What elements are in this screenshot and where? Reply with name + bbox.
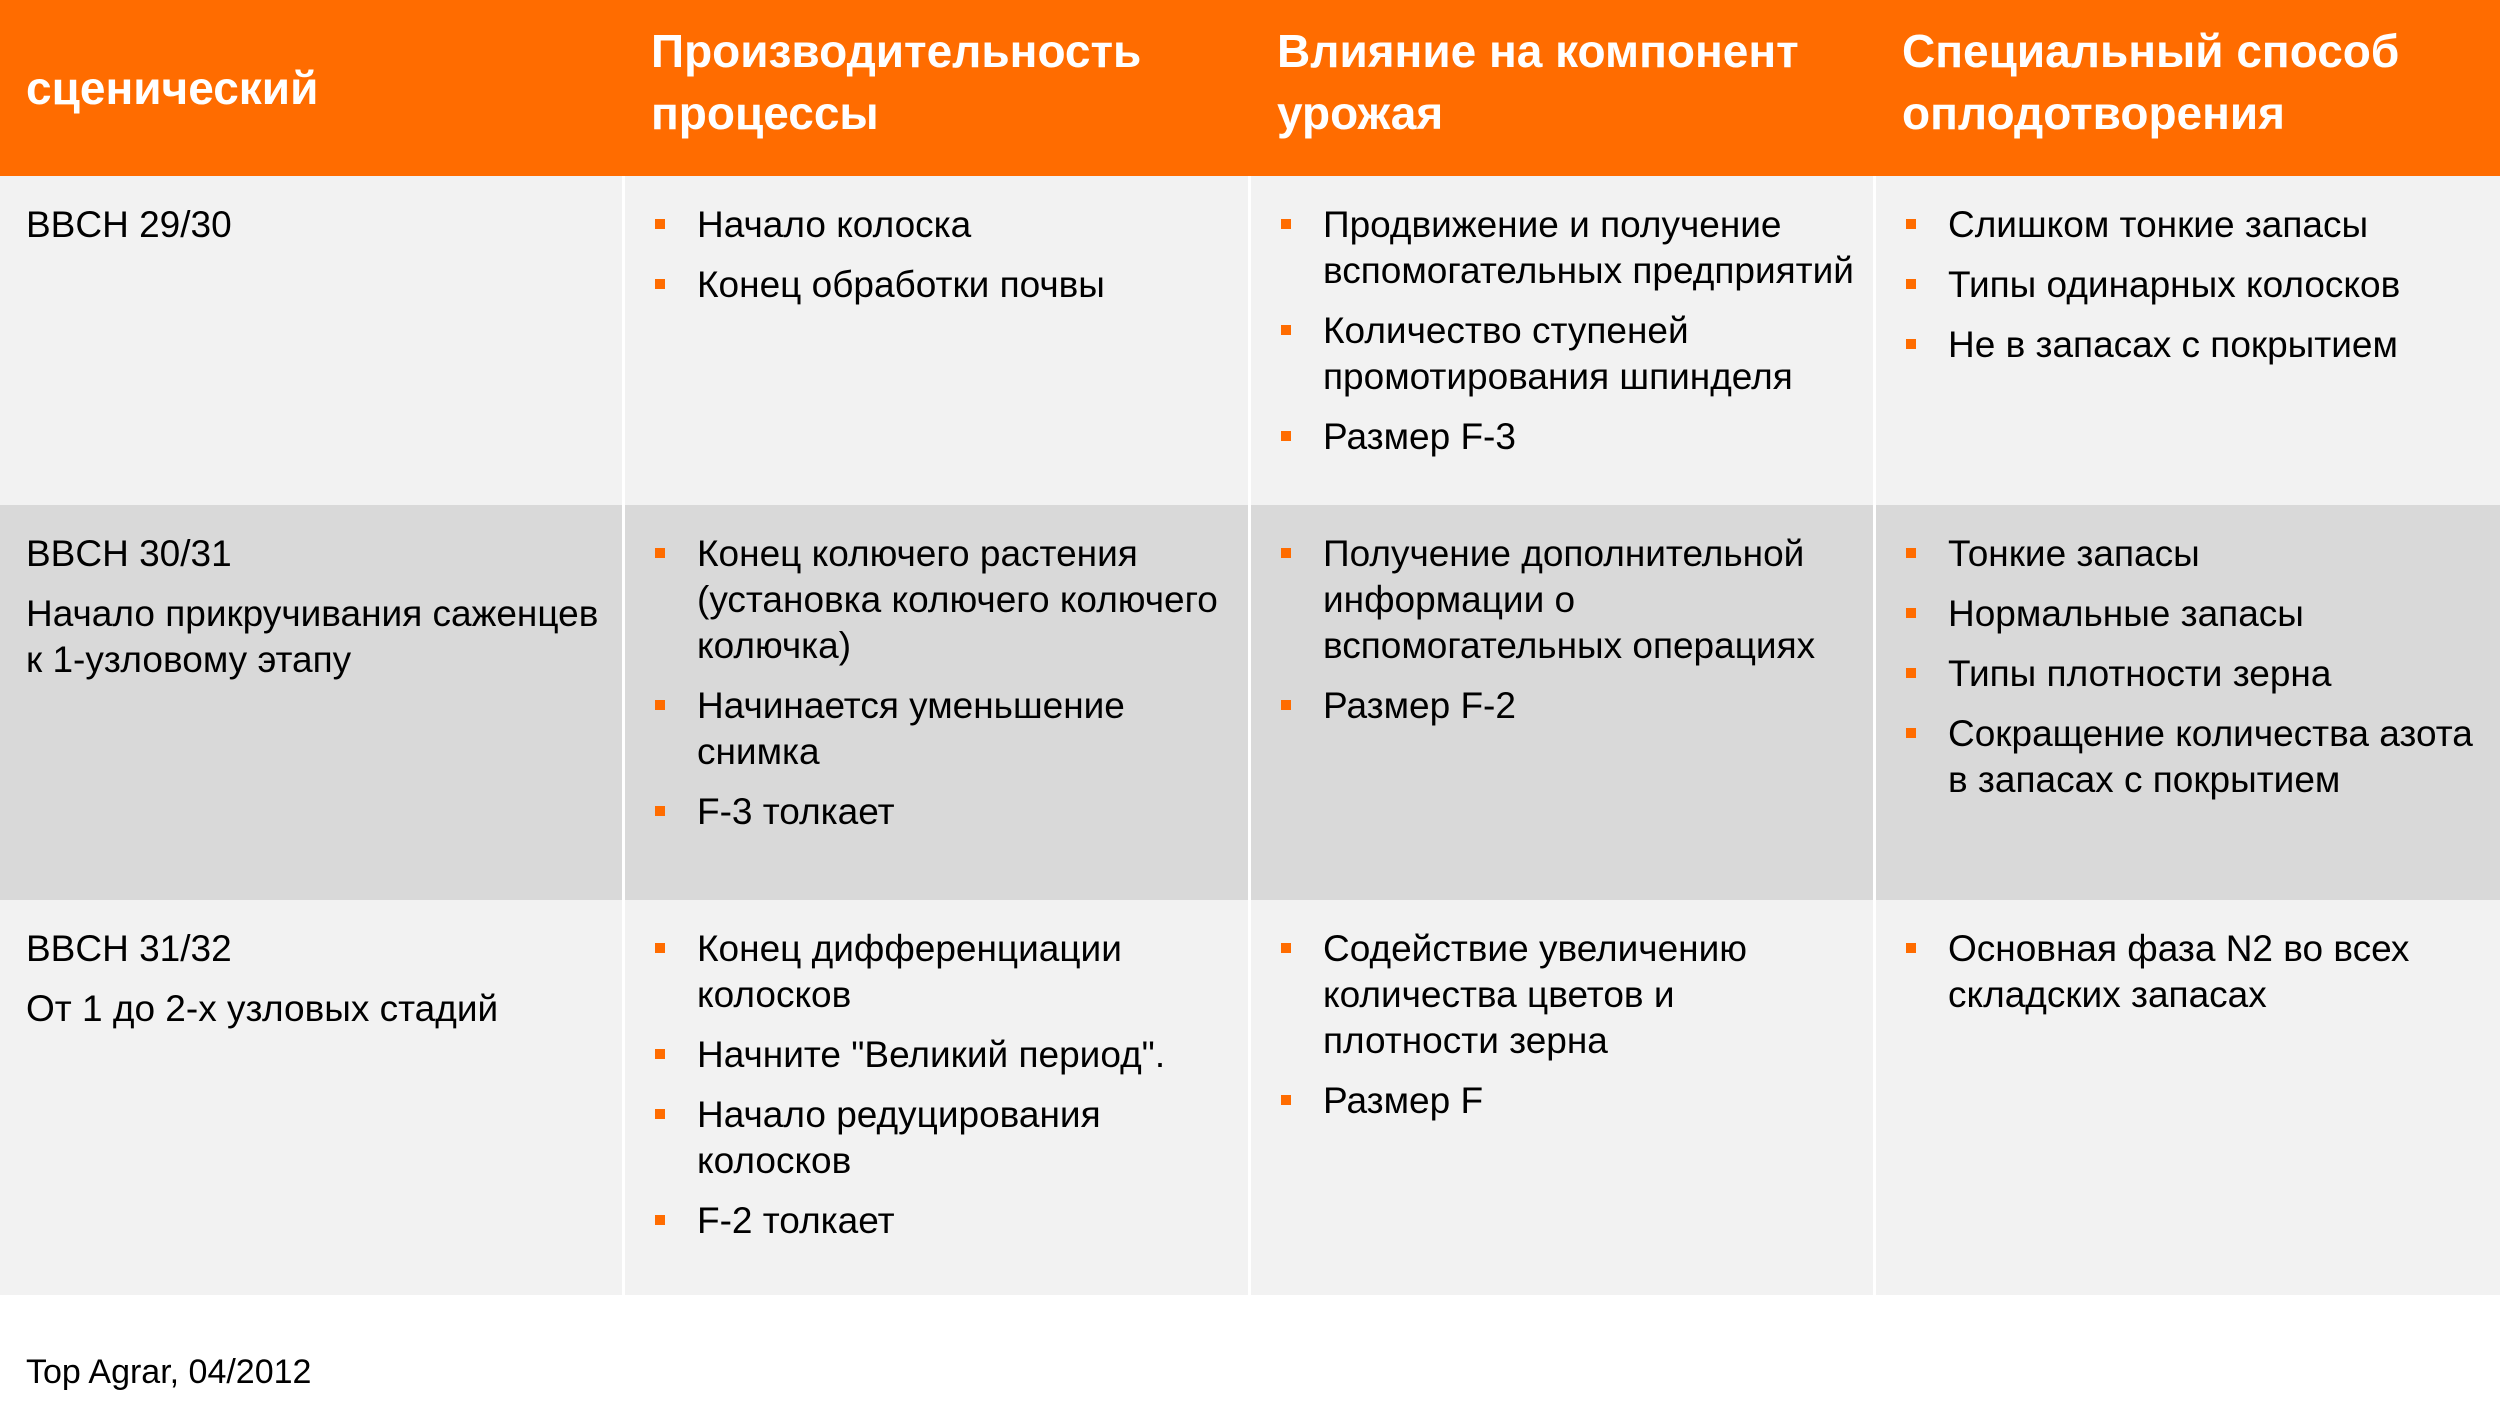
list-item: Конец обработки почвы bbox=[651, 262, 1230, 308]
bullet-square-icon bbox=[1281, 431, 1291, 441]
list-item: Начинается уменьшение снимка bbox=[651, 683, 1230, 775]
bullet-square-icon bbox=[655, 1215, 665, 1225]
row1-fertilization-cell bbox=[1876, 176, 2500, 505]
list-item: Конец колючего растения (установка колючего колючего колючка) bbox=[651, 531, 1230, 669]
bullet-square-icon bbox=[1281, 700, 1291, 710]
bullet-square-icon bbox=[1906, 219, 1916, 229]
row1-processes-cell bbox=[625, 176, 1248, 505]
list-item: Сокращение количества азота в запасах с покрытием bbox=[1902, 711, 2482, 803]
header-fertilization bbox=[1876, 0, 2500, 176]
list-item: Нормальные запасы bbox=[1902, 591, 2482, 637]
stage-code: BBCH 29/30 bbox=[26, 204, 232, 245]
bullet-square-icon bbox=[1281, 943, 1291, 953]
bullet-square-icon bbox=[655, 219, 665, 229]
row3-fertilization-cell bbox=[1876, 900, 2500, 1295]
list-item: Продвижение и получение вспомогательных предприятий bbox=[1277, 202, 1855, 294]
header-processes bbox=[625, 0, 1248, 176]
row2-yield-cell bbox=[1251, 505, 1873, 900]
bullet-square-icon bbox=[655, 548, 665, 558]
list-item: Содействие увеличению количества цветов и плотности зерна bbox=[1277, 926, 1855, 1064]
row1-stage-cell bbox=[0, 176, 622, 505]
list-item: Размер F-2 bbox=[1277, 683, 1855, 729]
list-item: Не в запасах с покрытием bbox=[1902, 322, 2482, 368]
row2-fertilization-cell bbox=[1876, 505, 2500, 900]
stage-description: От 1 до 2-х узловых стадий bbox=[26, 988, 499, 1029]
list-item: Слишком тонкие запасы bbox=[1902, 202, 2482, 248]
list-item: Количество ступеней промотирования шпинделя bbox=[1277, 308, 1855, 400]
list-item: Получение дополнительной информации о вспомогательных операциях bbox=[1277, 531, 1855, 669]
header-yield-label: Влияние на компонент урожая bbox=[1277, 25, 1799, 139]
row2-stage-cell bbox=[0, 505, 622, 900]
list-item: Размер F-3 bbox=[1277, 414, 1855, 460]
bullet-square-icon bbox=[1906, 279, 1916, 289]
row3-yield-cell bbox=[1251, 900, 1873, 1295]
header-stage-label: сценический bbox=[26, 62, 319, 114]
bullet-square-icon bbox=[1906, 728, 1916, 738]
stage-code: BBCH 30/31 bbox=[26, 533, 232, 574]
list-item: Начало редуцирования колосков bbox=[651, 1092, 1230, 1184]
bullet-square-icon bbox=[1906, 943, 1916, 953]
stage-code: BBCH 31/32 bbox=[26, 928, 232, 969]
bullet-square-icon bbox=[1906, 339, 1916, 349]
header-stage bbox=[0, 0, 622, 176]
list-item: F-2 толкает bbox=[651, 1198, 1230, 1244]
row3-stage-cell bbox=[0, 900, 622, 1295]
bullet-square-icon bbox=[1281, 325, 1291, 335]
bullet-square-icon bbox=[655, 1109, 665, 1119]
bullet-square-icon bbox=[1906, 548, 1916, 558]
list-item: Основная фаза N2 во всех складских запасах bbox=[1902, 926, 2482, 1018]
header-yield bbox=[1251, 0, 1873, 176]
row1-yield-cell bbox=[1251, 176, 1873, 505]
list-item: Начало колоска bbox=[651, 202, 1230, 248]
list-item: Размер F bbox=[1277, 1078, 1855, 1124]
bullet-square-icon bbox=[1281, 219, 1291, 229]
bullet-square-icon bbox=[1281, 548, 1291, 558]
list-item: Типы одинарных колосков bbox=[1902, 262, 2482, 308]
source-citation: Top Agrar, 04/2012 bbox=[26, 1353, 312, 1391]
bullet-square-icon bbox=[655, 943, 665, 953]
bullet-square-icon bbox=[655, 1049, 665, 1059]
bullet-square-icon bbox=[1906, 668, 1916, 678]
bullet-square-icon bbox=[1906, 608, 1916, 618]
list-item: Тонкие запасы bbox=[1902, 531, 2482, 577]
bullet-square-icon bbox=[1281, 1095, 1291, 1105]
list-item: F-3 толкает bbox=[651, 789, 1230, 835]
header-processes-label: Производительность процессы bbox=[651, 25, 1142, 139]
bullet-square-icon bbox=[655, 700, 665, 710]
bullet-square-icon bbox=[655, 806, 665, 816]
header-fertilization-label: Специальный способ оплодотворения bbox=[1902, 25, 2400, 139]
bullet-square-icon bbox=[655, 279, 665, 289]
list-item: Конец дифференциации колосков bbox=[651, 926, 1230, 1018]
row2-processes-cell bbox=[625, 505, 1248, 900]
list-item: Начните "Великий период". bbox=[651, 1032, 1230, 1078]
list-item: Типы плотности зерна bbox=[1902, 651, 2482, 697]
stage-description: Начало прикручивания саженцев к 1-узловому этапу bbox=[26, 593, 599, 680]
row3-processes-cell bbox=[625, 900, 1248, 1295]
